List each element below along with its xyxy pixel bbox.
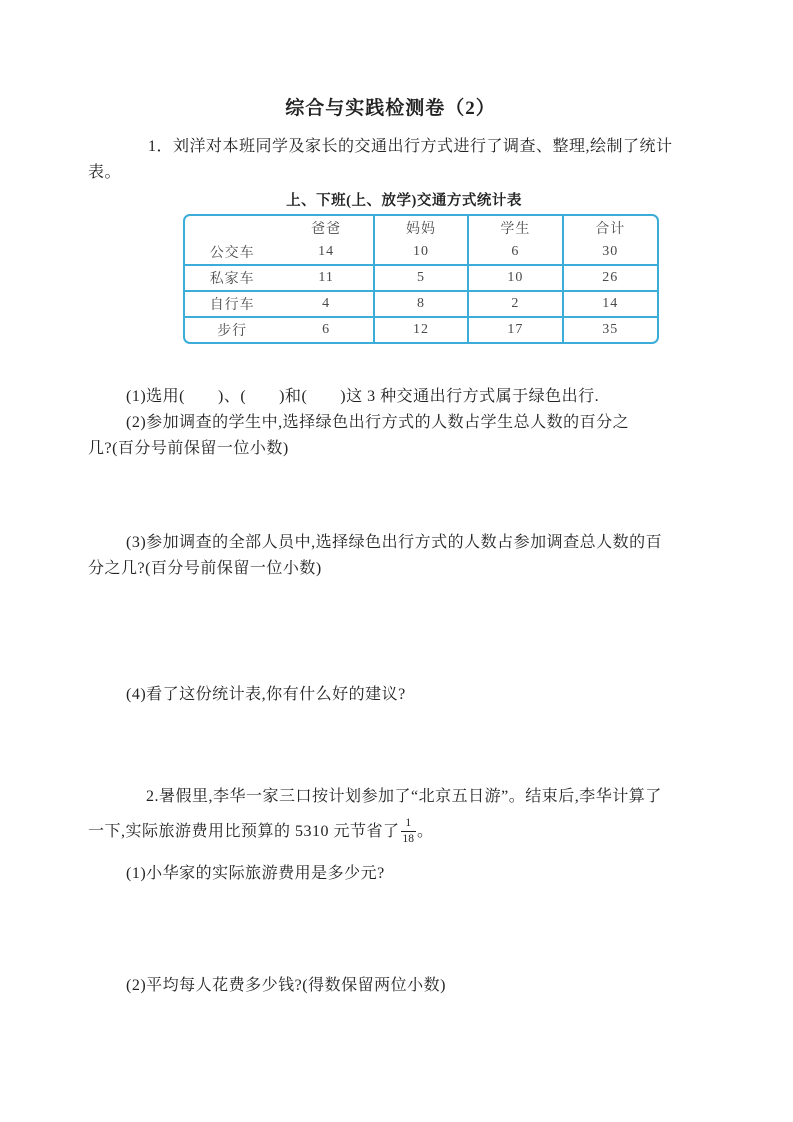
table-cell: 12 (374, 317, 468, 342)
table-cell: 11 (279, 265, 373, 291)
table-header-cell-total: 合计 (563, 216, 657, 240)
table-row-bus (185, 240, 657, 265)
fraction-numerator: 1 (405, 817, 412, 829)
row-label: 步行 (185, 317, 279, 342)
row-label: 公交车 (209, 246, 255, 261)
transport-stats-table (185, 216, 657, 342)
table-caption: 上、下班(上、放学)交通方式统计表 (286, 193, 522, 209)
table-row-bicycle (185, 291, 657, 317)
table-cell: 2 (468, 291, 562, 317)
table-cell: 6 (468, 240, 562, 265)
q1-sub1-text: (1)选用( )、( )和( )这 3 种交通出行方式属于绿色出行. (126, 388, 600, 405)
table-row-walk (185, 317, 657, 342)
table-cell: 10 (468, 265, 562, 291)
table-cell: 14 (318, 244, 335, 259)
q2-stem-text-after-fraction: 。 (417, 822, 434, 840)
row-label: 自行车 (185, 291, 279, 317)
table-cell: 17 (468, 317, 562, 342)
table-cell: 8 (374, 291, 468, 317)
table-header-cell-mom: 妈妈 (374, 216, 468, 240)
table-cell: 30 (563, 240, 657, 265)
q2-stem-text-before-fraction: 一下,实际旅游费用比预算的 5310 元节省了 (88, 822, 400, 840)
table-cell: 6 (279, 317, 373, 342)
fraction-denominator: 18 (402, 832, 415, 845)
statistics-table (183, 214, 659, 344)
table-header-cell-blank (185, 216, 279, 240)
question2-stem-line1: 2.暑假里,李华一家三口按计划参加了“北京五日游”。结束后,李华计算了 (146, 788, 662, 805)
question1-stem: 1．刘洋对本班同学及家长的交通出行方式进行了调查、整理,绘制了统计表。 (88, 138, 673, 181)
row-label: 私家车 (185, 265, 279, 291)
q1-sub4-text: (4)看了这份统计表,你有什么好的建议? (126, 686, 406, 703)
table-header-cell-student: 学生 (468, 216, 562, 240)
table-cell: 10 (374, 240, 468, 265)
q1-sub2-text-line1: (2)参加调查的学生中,选择绿色出行方式的人数占学生总人数的百分之 (126, 414, 630, 431)
q1-sub3-text-line1: (3)参加调查的全部人员中,选择绿色出行方式的人数占参加调查总人数的百 (126, 534, 663, 551)
q1-sub2-text-line2: 几?(百分号前保留一位小数) (88, 440, 289, 457)
table-cell: 14 (563, 291, 657, 317)
table-cell: 5 (374, 265, 468, 291)
table-cell: 4 (279, 291, 373, 317)
question2-stem-line2 (88, 818, 693, 845)
q1-sub3-text-line2: 分之几?(百分号前保留一位小数) (88, 560, 322, 577)
fraction-one-eighteenth (401, 818, 417, 845)
q2-sub2-text: (2)平均每人花费多少钱?(得数保留两位小数) (126, 977, 446, 994)
table-header-cell-dad: 爸爸 (311, 222, 342, 237)
page-title: 综合与实践检测卷（2） (285, 98, 496, 119)
table-row-private-car (185, 265, 657, 291)
table-cell: 26 (563, 265, 657, 291)
table-cell: 35 (563, 317, 657, 342)
q2-sub1-text: (1)小华家的实际旅游费用是多少元? (126, 865, 385, 882)
table-header-row (185, 216, 657, 240)
